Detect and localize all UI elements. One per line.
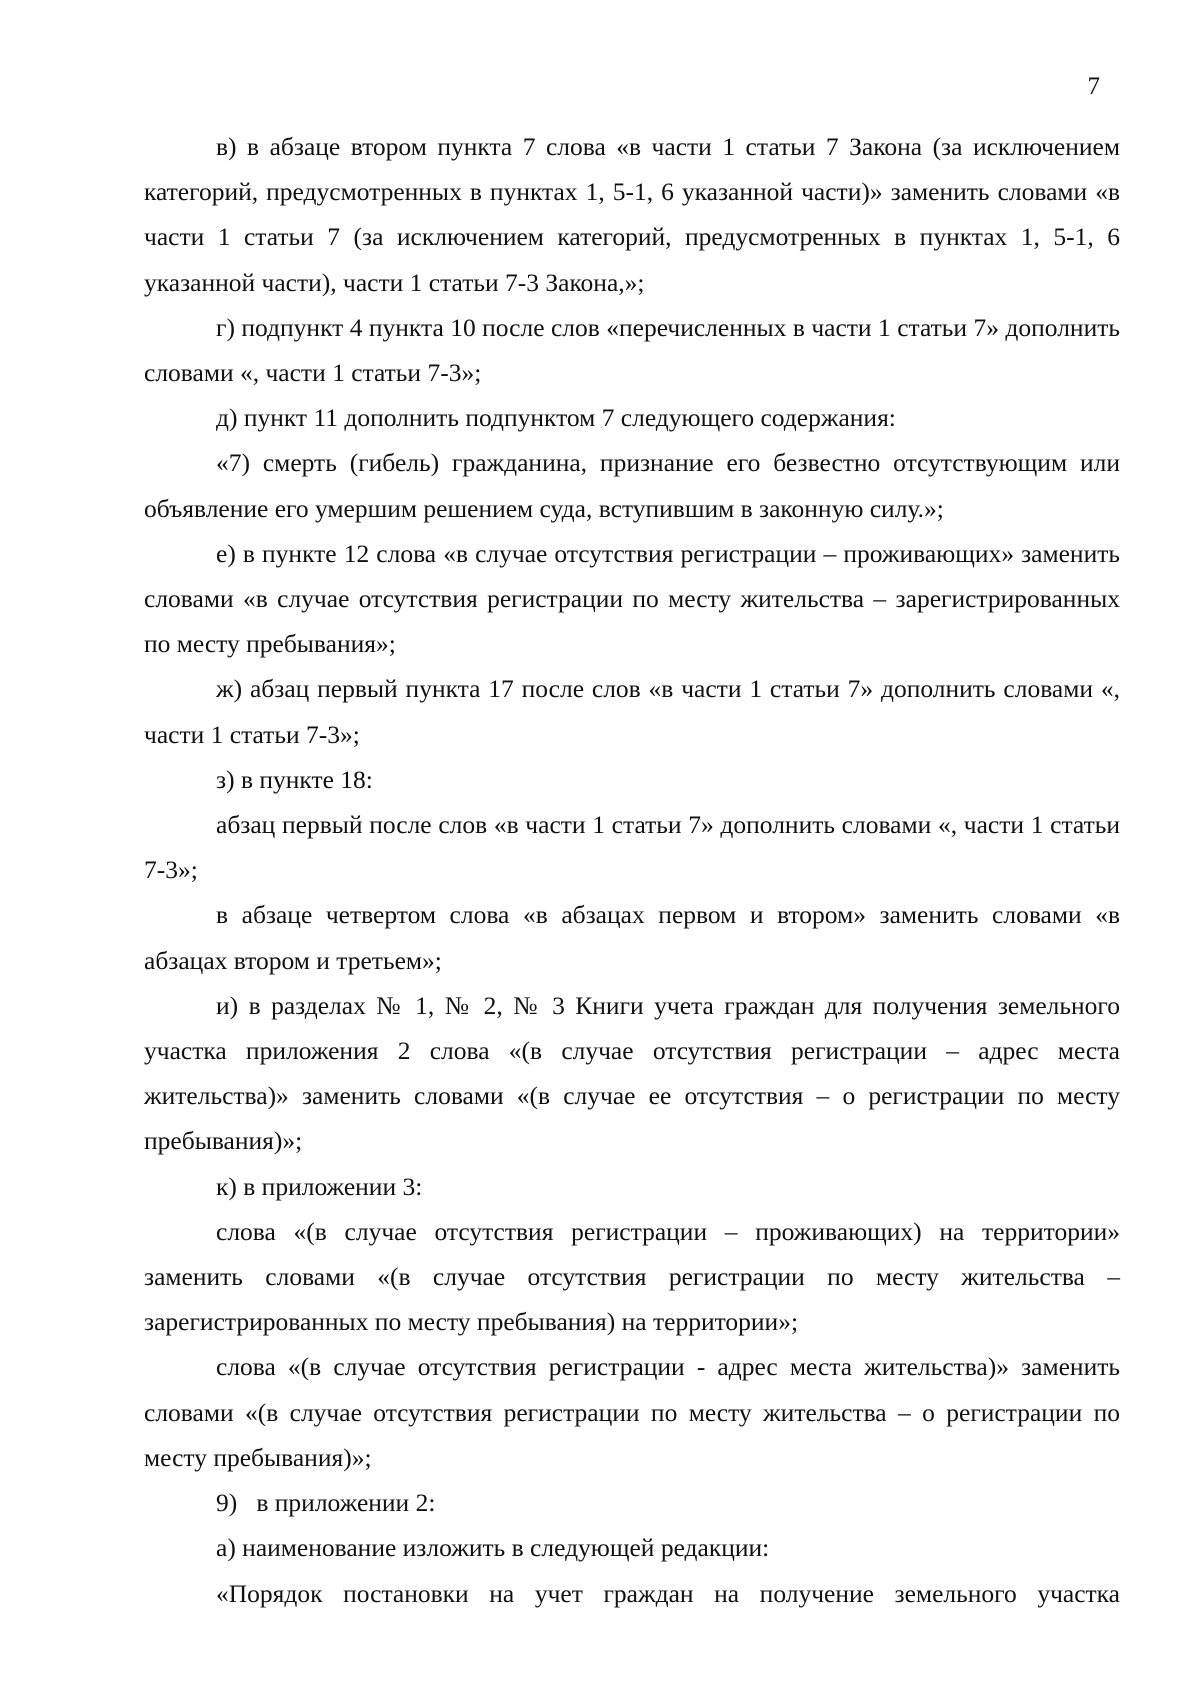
paragraph: «Порядок постановки на учет граждан на получение земельного участка: [216, 1578, 1120, 1608]
paragraph: к) в приложении 3:: [216, 1171, 423, 1201]
paragraph: и) в разделах № 1, № 2, № 3 Книги учета граждан для получения земельного участка приложения 2 слова «(в случае отсутствия регистрации – адрес места жительства)» заменить словами «(в случае ее отсутствия – о регистрации по месту пребывания)»;: [144, 990, 1120, 1156]
paragraph: «7) смерть (гибель) гражданина, признание его безвестно отсутствующим или объявление его умершим решением суда, вступившим в законную силу.»;: [144, 448, 1120, 523]
paragraph: д) пункт 11 дополнить подпунктом 7 следующего содержания:: [216, 403, 896, 433]
paragraph: е) в пункте 12 слова «в случае отсутствия регистрации – проживающих» заменить словами «в случае отсутствия регистрации по месту жительства – зарегистрированных по месту пребывания»;: [144, 538, 1120, 659]
document-body: [144, 124, 1120, 1616]
paragraph: слова «(в случае отсутствия регистрации - адрес места жительства)» заменить словами «(в случае отсутствия регистрации по месту жительства – о регистрации по месту пребывания)»;: [144, 1352, 1120, 1472]
paragraph: 9) в приложении 2:: [216, 1488, 436, 1518]
paragraph: з) в пункте 18:: [216, 764, 373, 794]
paragraph: г) подпункт 4 пункта 10 после слов «перечисленных в части 1 статьи 7» дополнить словами «, части 1 статьи 7-3»;: [144, 312, 1120, 388]
paragraph: слова «(в случае отсутствия регистрации – проживающих) на территории» заменить словами «(в случае отсутствия регистрации по месту жительства – зарегистрированных по месту пребывания) на территории»;: [144, 1216, 1120, 1337]
paragraph: а) наименование изложить в следующей редакции:: [216, 1533, 770, 1563]
paragraph: ж) абзац первый пункта 17 после слов «в части 1 статьи 7» дополнить словами «, части 1 статьи 7-3»;: [144, 674, 1120, 749]
page-number: 7: [1087, 73, 1100, 100]
paragraph: в) в абзаце втором пункта 7 слова «в части 1 статьи 7 Закона (за исключением категорий, предусмотренных в пунктах 1, 5-1, 6 указанной части)» заменить словами «в части 1 статьи 7 (за исключением категорий, предусмотренных в пунктах 1, 5-1, 6 указанной части), части 1 статьи 7-3 Закона,»;: [144, 132, 1120, 297]
paragraph: в абзаце четвертом слова «в абзацах первом и втором» заменить словами «в абзацах втором и третьем»;: [144, 900, 1120, 975]
paragraph: абзац первый после слов «в части 1 статьи 7» дополнить словами «, части 1 статьи 7-3»;: [144, 810, 1120, 885]
